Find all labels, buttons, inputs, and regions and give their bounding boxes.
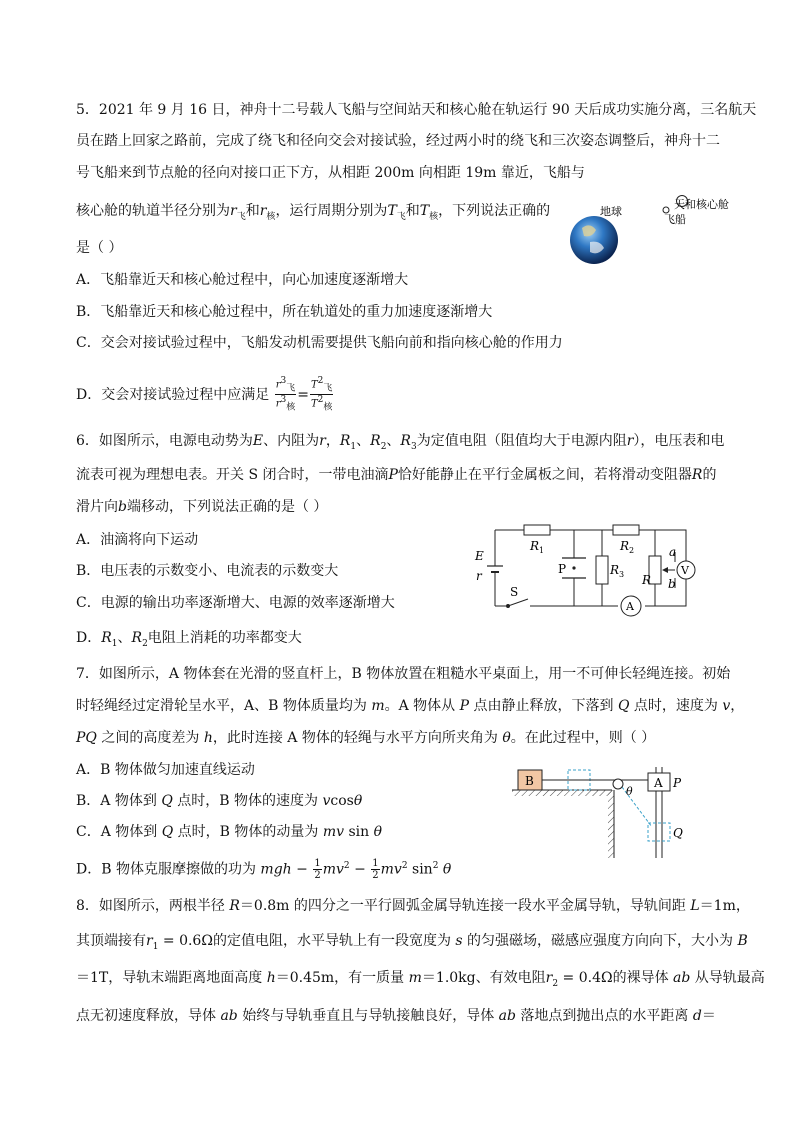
q6-circuit-diagram <box>470 522 715 622</box>
slider-arrow-icon <box>662 567 668 573</box>
q7-option-c: C．A 物体到 Q 点时，B 物体的动量为 mv sin θ <box>76 824 383 840</box>
q5-frac-r: $\frac{r^3_飞}{r^3_核}$ <box>275 376 296 413</box>
r2-resistor <box>613 525 639 535</box>
oil-drop <box>572 566 575 569</box>
svg-text:3: 3 <box>619 570 625 579</box>
q7-stem-line-2: 时轻绳经过定滑轮呈水平，A、B 物体质量均为 m。A 物体从 P 点由静止释放，下落到 Q 点时，速度为 v， <box>76 698 745 714</box>
label-P: P <box>558 562 567 576</box>
q5-option-a: A．飞船靠近天和核心舱过程中，向心加速度逐渐增大 <box>76 272 409 288</box>
label-S: S <box>510 585 519 599</box>
q7-pulley-figure <box>510 765 710 860</box>
earth-globe <box>570 216 618 264</box>
table-hatch <box>512 790 612 796</box>
q5-option-d: D．交会对接试验过程中应满足 $\frac{r^3_飞}{r^3_核}$ = $\frac{T^2_飞}{T^2_核}$ <box>76 376 333 413</box>
q8-stem-line-1: 8．如图所示，两根半径 R＝0.8m 的四分之一平行圆弧金属导轨连接一段水平金属导轨，导轨间距 L＝1m， <box>76 898 750 914</box>
ship-label: 飞船 <box>664 213 686 226</box>
q7-option-b: B．A 物体到 Q 点时，B 物体的速度为 vcosθ <box>76 793 363 809</box>
q8-stem-line-3: ＝1T，导轨末端距离地面高度 h＝0.45m，有一质量 m＝1.0kg、有效电阻$r_2 = 0.4\Omega$的裸导体 ab 从导轨最高 <box>76 970 765 989</box>
q6-option-c: C．电源的输出功率逐渐增大、电源的效率逐渐增大 <box>76 595 395 611</box>
label-Q: Q <box>673 826 683 840</box>
q5-stem-line-1: 5．2021 年 9 月 16 日，神舟十二号载人飞船与空间站天和核心舱在轨运行 90 天后成功实施分离，三名航天 <box>76 102 757 118</box>
q5-option-c: C．交会对接试验过程中，飞船发动机需要提供飞船向前和指向核心舱的作用力 <box>76 335 563 351</box>
block-A-final <box>648 823 670 841</box>
label-P: P <box>673 776 682 790</box>
label-A: A <box>626 600 634 613</box>
label-V: V <box>681 564 689 577</box>
label-E: E <box>475 549 484 563</box>
table-leg-hatch <box>608 790 614 858</box>
q8-stem-line-4: 点无初速度释放，导体 ab 始终与导轨垂直且与导轨接触良好，导体 ab 落地点到抛出点的水平距离 d＝ <box>76 1008 716 1024</box>
switch-lever <box>508 599 528 606</box>
r3-resistor <box>596 556 608 584</box>
label-R2: R <box>620 539 630 553</box>
q7-option-a: A．B 物体做匀加速直线运动 <box>76 762 255 778</box>
q5-stem-line-4: 核心舱的轨道半径分别为$r_飞$和$r_核$，运行周期分别为$T_飞$和$T_核$，下列说法正确的 <box>76 203 551 222</box>
q7-stem-line-1: 7．如图所示，A 物体套在光滑的竖直杆上，B 物体放置在粗糙水平桌面上，用一不可伸长轻绳连接。初始 <box>76 666 731 682</box>
q5-stem-line-2: 员在踏上回家之路前，完成了绕飞和径向交会对接试验，经过两小时的绕飞和三次姿态调整后，神舟十二 <box>76 133 720 149</box>
q6-option-b: B．电压表的示数变小、电流表的示数变大 <box>76 563 339 579</box>
label-a: a <box>669 545 677 559</box>
q5-stem-line-5: 是（ ） <box>76 240 123 256</box>
svg-text:2: 2 <box>629 546 635 555</box>
q6-option-d: D．$R_1$、$R_2$电阻上消耗的功率都变大 <box>76 630 302 649</box>
q5-orbit-figure <box>560 190 780 275</box>
q5-option-b: B．飞船靠近天和核心舱过程中，所在轨道处的重力加速度逐渐增大 <box>76 304 493 320</box>
earth-label: 地球 <box>600 205 622 218</box>
label-R1: R <box>530 539 540 553</box>
q6-stem-line-2: 流表可视为理想电表。开关 S 闭合时，一带电油滴P恰好能静止在平行金属板之间，若将滑动变阻器R的 <box>76 467 717 483</box>
q7-stem-line-3: PQ 之间的高度差为 h，此时连接 A 物体的轻绳与水平方向所夹角为 θ。在此过程中，则（ ） <box>76 730 656 746</box>
q7-option-d: D．B 物体克服摩擦做的功为 mgh − $\frac{1}{2}$ $mv^2$ − $\frac{1}{2}$ $mv^2$ $\sin^2 \theta$ <box>76 858 452 882</box>
label-r: r <box>476 569 482 583</box>
q8-stem-line-2: 其顶端接有$r_1 = 0.6\Omega$的定值电阻，水平导轨上有一段宽度为 s 的匀强磁场，磁感应强度方向向下，大小为 B <box>76 933 748 952</box>
svg-text:1: 1 <box>539 546 545 555</box>
label-B: B <box>525 774 534 788</box>
label-theta: θ <box>626 785 633 798</box>
label-b: b <box>668 577 676 591</box>
pulley-wheel <box>613 779 623 789</box>
r1-resistor <box>524 525 550 535</box>
label-R3: R <box>610 563 620 577</box>
q6-stem-line-3: 滑片向b端移动，下列说法正确的是（ ） <box>76 499 328 515</box>
q5-stem-line-3: 号飞船来到节点舱的径向对接口正下方，从相距 200m 向相距 19m 靠近，飞船与 <box>76 165 585 181</box>
q6-stem-line-1: 6．如图所示，电源电动势为E、内阻为r，$R_1$、$R_2$、$R_3$为定值电阻（阻值均大于电源内阻r），电压表和电 <box>76 433 725 452</box>
station-label: 天和核心舱 <box>674 198 729 211</box>
circuit-top-right-wire <box>495 530 686 606</box>
q6-option-a: A．油滴将向下运动 <box>76 532 199 548</box>
label-A: A <box>654 776 663 790</box>
label-R: R <box>642 573 652 587</box>
q5-frac-T: $\frac{T^2_飞}{T^2_核}$ <box>310 376 333 413</box>
